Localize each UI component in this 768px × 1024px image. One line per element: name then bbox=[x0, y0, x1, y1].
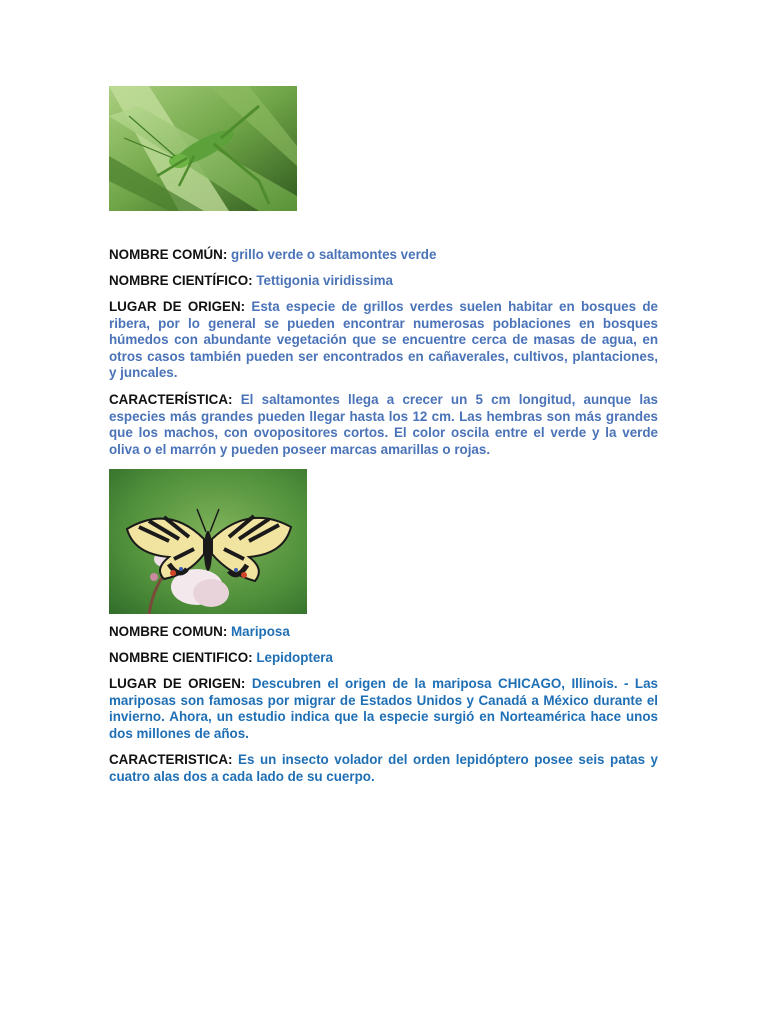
origin-label: LUGAR DE ORIGEN: bbox=[109, 676, 246, 691]
grasshopper-scientific-name bbox=[109, 273, 658, 290]
characteristic-value: Es un insecto volador del orden lepidóptero posee seis patas y cuatro alas dos a cada lado de su cuerpo. bbox=[109, 752, 658, 784]
butterfly-photo bbox=[109, 469, 307, 614]
common-name-label: NOMBRE COMUN: bbox=[109, 624, 228, 639]
butterfly-common-name bbox=[109, 624, 658, 641]
scientific-name-label: NOMBRE CIENTIFICO: bbox=[109, 650, 253, 665]
characteristic-label: CARACTERISTICA: bbox=[109, 752, 233, 767]
characteristic-value: El saltamontes llega a crecer un 5 cm longitud, aunque las especies más grandes pueden llegar hasta los 12 cm. Las hembras son más grandes que los machos, con ovopositores cortos. El color oscila entre el verde y la verde oliva o el marrón y pueden poseer marcas amarillas o rojas. bbox=[109, 392, 658, 457]
origin-value: Esta especie de grillos verdes suelen habitar en bosques de ribera, por lo general se pueden encontrar numerosas poblaciones en bosques húmedos con abundante vegetación que se encuentre cerca de masas de agua, en otros casos también pueden ser encontrados en cañaverales, cultivos, plantaciones, y juncales. bbox=[109, 299, 658, 381]
common-name-value: Mariposa bbox=[231, 624, 290, 639]
scientific-name-label: NOMBRE CIENTÍFICO: bbox=[109, 273, 253, 288]
origin-label: LUGAR DE ORIGEN: bbox=[109, 299, 246, 314]
origin-value: Descubren el origen de la mariposa CHICAGO, Illinois. - Las mariposas son famosas por migrar de Estados Unidos y Canadá a México durante el invierno. Ahora, un estudio indica que la especie surgió en Norteamérica hace unos dos millones de años. bbox=[109, 676, 658, 741]
scientific-name-value: Lepidoptera bbox=[256, 650, 333, 665]
characteristic-label: CARACTERÍSTICA: bbox=[109, 392, 233, 407]
common-name-value: grillo verde o saltamontes verde bbox=[231, 247, 437, 262]
grasshopper-origin bbox=[109, 299, 658, 382]
butterfly-scientific-name bbox=[109, 650, 658, 667]
common-name-label: NOMBRE COMÚN: bbox=[109, 247, 228, 262]
grasshopper-photo bbox=[109, 86, 297, 211]
grasshopper-characteristic bbox=[109, 392, 658, 458]
scientific-name-value: Tettigonia viridissima bbox=[256, 273, 393, 288]
grasshopper-common-name bbox=[109, 247, 658, 264]
butterfly-origin bbox=[109, 676, 658, 742]
butterfly-characteristic bbox=[109, 752, 658, 785]
